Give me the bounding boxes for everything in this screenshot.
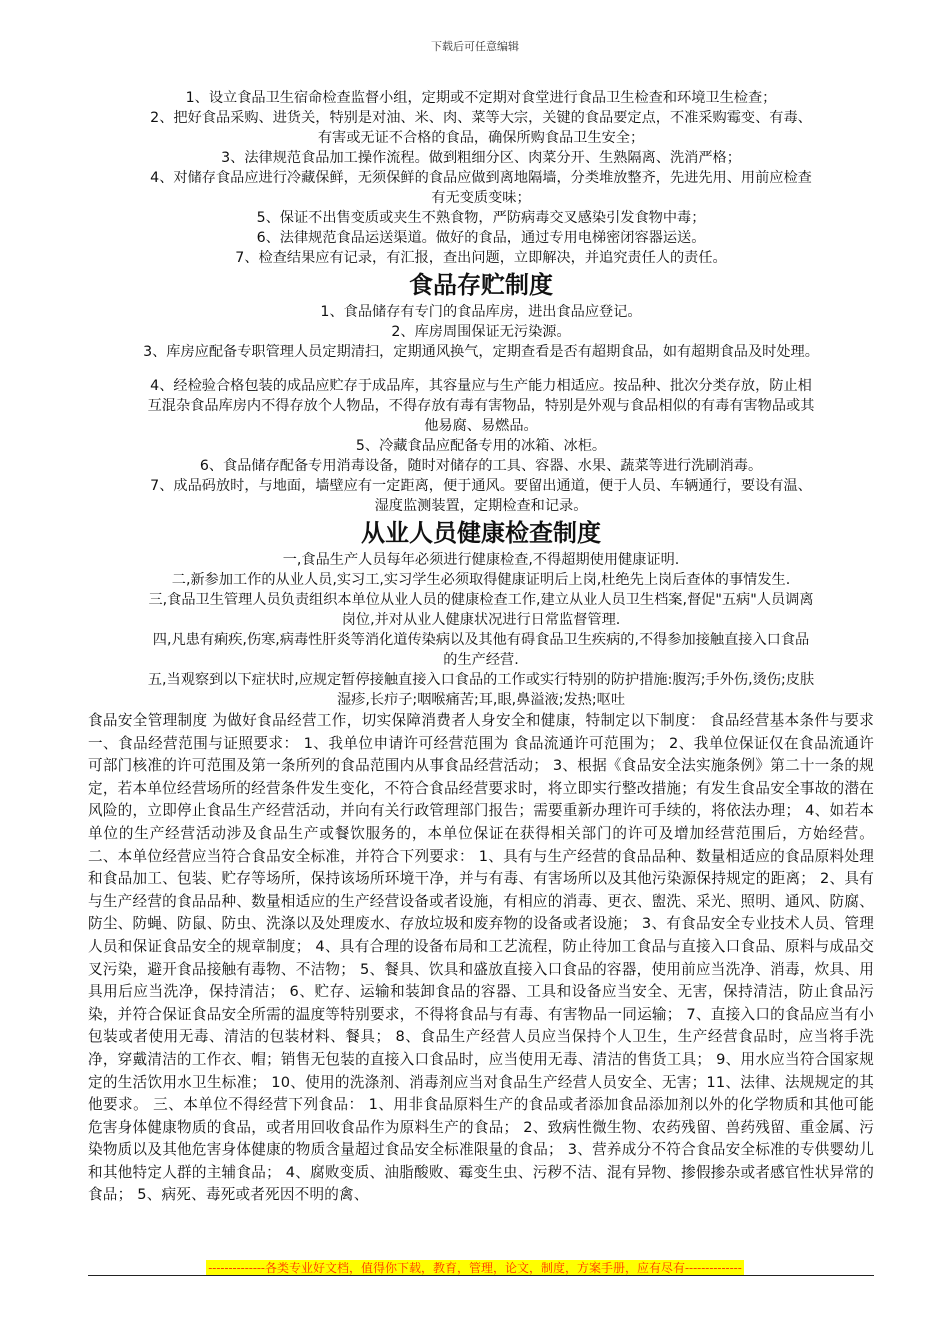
- health-line: 岗位,并对从业人健康状况进行日常监督管理.: [341, 612, 621, 628]
- storage-line: 5、冷藏食品应配备专用的冰箱、冰柜。: [355, 438, 607, 454]
- health-line: 湿疹,长疖子;咽喉痛苦;耳,眼,鼻溢液;发热;呕吐: [336, 692, 626, 708]
- safety-paragraph: 食品安全管理制度 为做好食品经营工作，切实保障消费者人身安全和健康，特制定以下制度： 食品经营基本条件与要求 一、食品经营范围与证照要求： 1、我单位申请许可经营范围为 食品流通许可范围为； 2、我单位保证仅在食品流通许可部门核准的许可范围及第一条所列的食品范围内从事食品经营活动； 3、根据《食品安全法实施条例》第二十一条的规定，若本单位经营场所的经营条件发生变化，不符合食品经营要求时，将立即实行整改措施；有发生食品安全事故的潜在风险的，立即停止食品生产经营活动，并向有关行政管理部门报告；需要重新办理许可手续的，将依法办理； 4、如若本单位的生产经营活动涉及食品生产或餐饮服务的，本单位保证在获得相关部门的许可及增加经营范围后，方始经营。 二、本单位经营应当符合食品安全标准，并符合下列要求： 1、具有与生产经营的食品品种、数量相适应的食品原料处理和食品加工、包装、贮存等场所，保持该场所环境干净，并与有毒、有害场所以及其他污染源保持规定的距离； 2、具有与生产经营的食品品种、数量相适应的生产经营设备或者设施，有相应的消毒、更衣、盥洗、采光、照明、通风、防腐、防尘、防蝇、防鼠、防虫、洗涤以及处理废水、存放垃圾和废弃物的设备或者设施； 3、有食品安全专业技术人员、管理人员和保证食品安全的规章制度； 4、具有合理的设备布局和工艺流程，防止待加工食品与直接入口食品、原料与成品交叉污染，避开食品接触有毒物、不洁物； 5、餐具、饮具和盛放直接入口食品的容器，使用前应当洗净、消毒，炊具、用具用后应当洗净，保持清洁； 6、贮存、运输和装卸食品的容器、工具和设备应当安全、无害，保持清洁，防止食品污染，并符合保证食品安全所需的温度等特别要求，不得将食品与有毒、有害物品一同运输； 7、直接入口的食品应当有小包装或者使用无毒、清洁的包装材料、餐具； 8、食品生产经营人员应当保持个人卫生，生产经营食品时，应当将手洗净，穿戴清洁的工作衣、帽；销售无包装的直接入口食品时，应当使用无毒、清洁的售货工具； 9、用水应当符合国家规定的生活饮用水卫生标准； 10、使用的洗涤剂、消毒剂应当对食品生产经营人员安全、无害；11、法律、法规规定的其他要求。 三、本单位不得经营下列食品： 1、用非食品原料生产的食品或者添加食品添加剂以外的化学物质和其他可能危害身体健康物质的食品，或者用回收食品作为原料生产的食品； 2、致病性微生物、农药残留、兽药残留、重金属、污染物质以及其他危害身体健康的物质含量超过食品安全标准限量的食品； 3、营养成分不符合食品安全标准的专供婴幼儿和其他特定人群的主辅食品； 4、腐败变质、油脂酸败、霉变生虫、污秽不洁、混有异物、掺假掺杂或者感官性状异常的食品； 5、病死、毒死或者死因不明的禽、: [88, 712, 874, 1204]
- storage-line: 1、食品储存有专门的食品库房，进出食品应登记。: [320, 304, 642, 320]
- storage-line: 湿度监测装置，定期检查和记录。: [374, 498, 588, 514]
- footer-divider: [88, 1275, 874, 1276]
- intro-line: 1、设立食品卫生宿命检查监督小组，定期或不定期对食堂进行食品卫生检查和环境卫生检查；: [185, 90, 777, 106]
- health-line: 二,新参加工作的从业人员,实习工,实习学生必须取得健康证明后上岗,杜绝先上岗后查体的事情发生.: [171, 572, 791, 588]
- section-storage: [88, 268, 874, 516]
- document-body: [88, 88, 874, 1207]
- storage-line: 他易腐、易燃品。: [424, 418, 538, 434]
- intro-line: 6、法律规范食品运送渠道。做好的食品，通过专用电梯密闭容器运送。: [256, 230, 706, 246]
- paragraph-gap: [88, 362, 874, 376]
- intro-line: 7、检查结果应有记录，有汇报，查出问题，立即解决，并追究责任人的责任。: [235, 250, 727, 266]
- health-line: 四,凡患有痢疾,伤寒,病毒性肝炎等消化道传染病以及其他有碍食品卫生疾病的,不得参加接触直接入口食品: [152, 632, 810, 648]
- storage-title: 食品存贮制度: [409, 271, 553, 299]
- section-intro: [88, 88, 874, 268]
- storage-line: 3、库房应配备专职管理人员定期清扫，定期通风换气，定期查看是否有超期食品，如有超期食品及时处理。: [143, 344, 819, 360]
- intro-line: 2、把好食品采购、进货关，特别是对油、米、肉、菜等大宗，关键的食品要定点，不准采购霉变、有毒、: [150, 110, 812, 126]
- health-line: 三,食品卫生管理人员负责组织本单位从业人员的健康检查工作,建立从业人员卫生档案,督促"五病"人员调离: [148, 592, 814, 608]
- storage-line: 4、经检验合格包装的成品应贮存于成品库，其容量应与生产能力相适应。按品种、批次分类存放，防止相: [150, 378, 812, 394]
- intro-line: 5、保证不出售变质或夹生不熟食物，严防病毒交叉感染引发食物中毒；: [256, 210, 706, 226]
- health-line: 一,食品生产人员每年必须进行健康检查,不得超期使用健康证明.: [282, 552, 680, 568]
- health-title: 从业人员健康检查制度: [361, 519, 601, 547]
- health-line: 的生产经营.: [443, 652, 519, 668]
- storage-line: 2、库房周围保证无污染源。: [391, 324, 571, 340]
- intro-line: 有害或无证不合格的食品，确保所购食品卫生安全；: [317, 130, 645, 146]
- storage-line: 互混杂食品库房内不得存放个人物品，不得存放有毒有害物品，特别是外观与食品相似的有毒有害物品或其: [147, 398, 815, 414]
- section-safety: [88, 710, 874, 1207]
- storage-line: 6、食品储存配备专用消毒设备，随时对储存的工具、容器、水果、蔬菜等进行洗刷消毒。: [199, 458, 763, 474]
- footer-banner-text: --------------各类专业好文档，值得你下载，教育，管理，论文，制度，方案手册，应有尽有--------------: [208, 1261, 742, 1275]
- page-header-note: 下载后可任意编辑: [431, 40, 519, 53]
- section-health: [88, 516, 874, 710]
- intro-line: 3、法律规范食品加工操作流程。做到粗细分区、肉菜分开、生熟隔离、洗消严格；: [221, 150, 741, 166]
- health-line: 五,当观察到以下症状时,应规定暂停接触直接入口食品的工作或实行特别的防护措施:腹泻;手外伤,烫伤;皮肤: [147, 672, 815, 688]
- footer-banner: [0, 1257, 950, 1276]
- intro-line: 有无变质变味；: [431, 190, 531, 206]
- storage-line: 7、成品码放时，与地面，墙壁应有一定距离，便于通风。要留出通道，便于人员、车辆通行，要设有温、: [150, 478, 812, 494]
- intro-line: 4、对储存食品应进行冷藏保鲜，无须保鲜的食品应做到离地隔墙，分类堆放整齐，先进先用、用前应检查: [150, 170, 812, 186]
